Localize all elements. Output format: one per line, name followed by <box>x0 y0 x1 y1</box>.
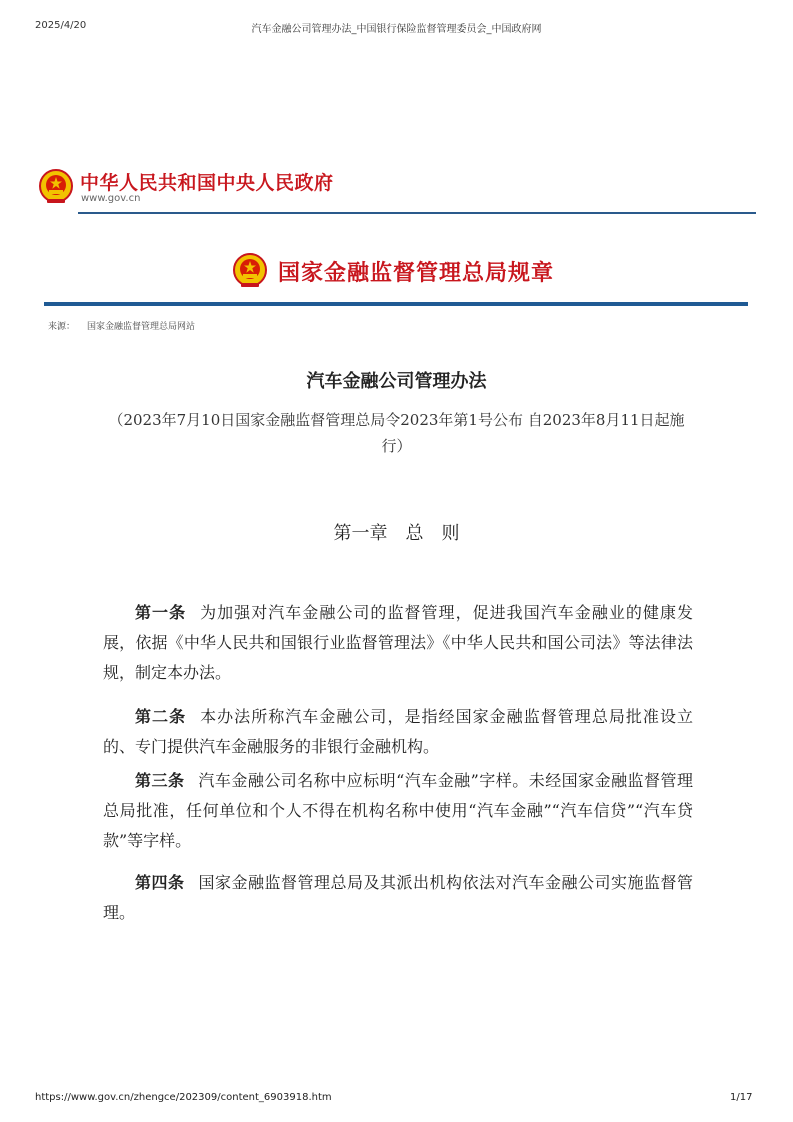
national-emblem-icon <box>38 168 74 206</box>
chapter-heading: 第一章 总 则 <box>333 523 460 544</box>
article-paragraph <box>103 868 693 928</box>
article-paragraph <box>103 766 693 856</box>
article-heading: 第三条 <box>135 771 185 790</box>
article-heading: 第一条 <box>135 603 187 622</box>
source-label: 来源： <box>48 322 76 332</box>
article-paragraph <box>103 702 693 762</box>
site-url[interactable]: www.gov.cn <box>81 193 141 204</box>
banner-divider <box>44 302 748 306</box>
print-date: 2025/4/20 <box>35 20 87 31</box>
article-paragraph <box>103 598 693 688</box>
document-title: 汽车金融公司管理办法 <box>306 371 487 392</box>
source-value: 国家金融监督管理总局网站 <box>87 322 196 332</box>
article-heading: 第四条 <box>135 873 185 892</box>
source-line <box>48 319 207 332</box>
article-text: 为加强对汽车金融公司的监督管理，促进我国汽车金融业的健康发展，依据《中华人民共和国银行业监督管理法》《中华人民共和国公司法》等法律法规，制定本办法。 <box>103 603 693 682</box>
print-footer-url: https://www.gov.cn/zhengce/202309/content_6903918.htm <box>35 1092 332 1103</box>
article-text: 汽车金融公司名称中应标明“汽车金融”字样。未经国家金融监督管理总局批准，任何单位和个人不得在机构名称中使用“汽车金融”“汽车信贷”“汽车贷款”等字样。 <box>103 771 693 850</box>
site-name[interactable]: 中华人民共和国中央人民政府 <box>80 172 334 194</box>
national-emblem-icon <box>232 252 268 290</box>
print-page-title: 汽车金融公司管理办法_中国银行保险监督管理委员会_中国政府网 <box>251 24 542 35</box>
print-page-number: 1/17 <box>730 1092 753 1103</box>
header-divider <box>78 212 756 214</box>
article-heading: 第二条 <box>135 707 187 726</box>
article-text: 国家金融监督管理总局及其派出机构依法对汽车金融公司实施监督管理。 <box>103 873 693 922</box>
document-subtitle: （2023年7月10日国家金融监督管理总局令2023年第1号公布 自2023年8月11日起施行） <box>108 411 685 455</box>
article-text: 本办法所称汽车金融公司，是指经国家金融监督管理总局批准设立的、专门提供汽车金融服务的非银行金融机构。 <box>103 707 693 756</box>
regulation-banner-title: 国家金融监督管理总局规章 <box>278 260 555 286</box>
